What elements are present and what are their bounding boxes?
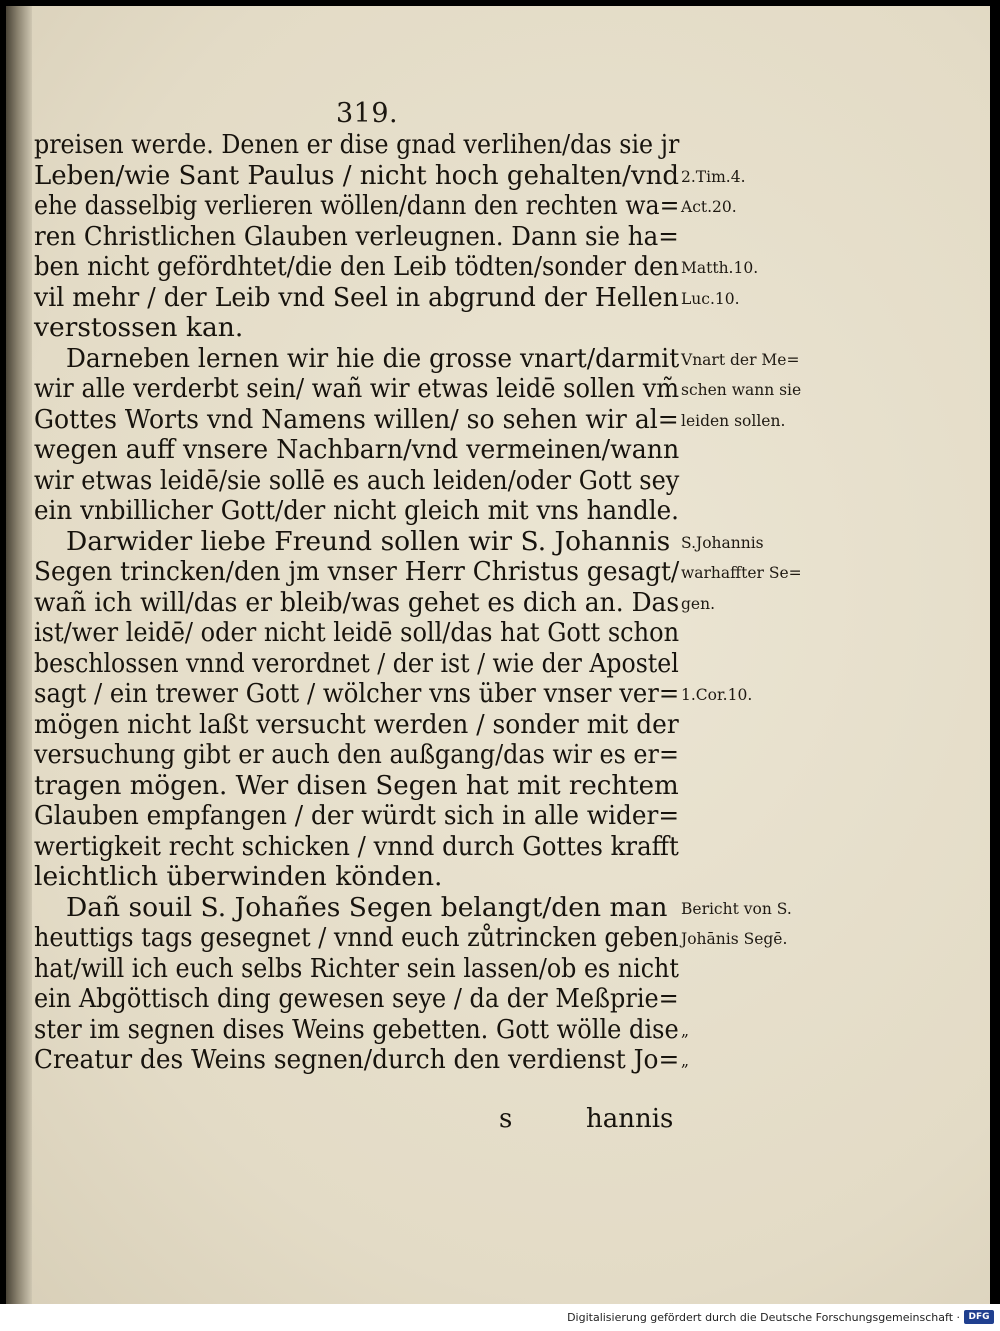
text-line: beschlossen vnnd verordnet / der ist / wie der Apostel [34, 647, 679, 679]
text-line: ren Christlichen Glauben verleugnen. Dann sie ha= [34, 220, 679, 252]
dfg-logo: DFG [964, 1310, 994, 1324]
text-line: versuchung gibt er auch den außgang/das wir es er= [34, 739, 679, 770]
margin-note: schen wann sie [681, 381, 802, 399]
page-number: 319. [336, 98, 399, 129]
text-line: verstossen kan. [34, 312, 244, 343]
margin-note: warhaffter Se= [681, 564, 802, 582]
text-line: heuttigs tags gesegnet / vnnd euch zůtrincken geben [34, 922, 679, 953]
page-gutter-shadow [6, 6, 32, 1304]
text-line: ein vnbillicher Gott/der nicht gleich mit vns handle. [34, 495, 679, 526]
text-line: leichtlich überwinden könden. [34, 861, 443, 892]
text-line: wertigkeit recht schicken / vnnd durch Gottes krafft [34, 830, 679, 862]
text-line: vil mehr / der Leib vnd Seel in abgrund der Hellen [34, 281, 679, 313]
margin-note: gen. [681, 594, 716, 613]
margin-note: Johānis Segē. [681, 930, 788, 948]
margin-note: Luc.10. [681, 289, 740, 308]
margin-note: Bericht von S. [681, 899, 792, 918]
text-line: ist/wer leidē/ oder nicht leidē soll/das hat Gott schon [34, 617, 680, 648]
text-line: preisen werde. Denen er dise gnad verlihen/das sie jr [34, 129, 680, 160]
text-line: Darneben lernen wir hie die grosse vnart/darmit [66, 342, 680, 374]
text-line: wañ ich will/das er bleib/was gehet es dich an. Das [34, 586, 680, 618]
text-line: Gottes Worts vnd Namens willen/ so sehen wir al= [34, 403, 679, 435]
text-line: mögen nicht laßt versucht werden / sonder mit der [34, 708, 679, 740]
text-line: Glauben empfangen / der würdt sich in alle wider= [34, 800, 680, 831]
footer-bar [0, 1304, 1000, 1331]
text-line: tragen mögen. Wer disen Segen hat mit rechtem [34, 769, 679, 801]
margin-note: Matth.10. [681, 259, 759, 277]
text-line: ben nicht gefördhtet/die den Leib tödten/sonder den [34, 251, 680, 282]
text-line: Darwider liebe Freund sollen wir S. Johannis [66, 525, 671, 557]
margin-note: 2.Tim.4. [681, 167, 746, 186]
margin-note: „ [681, 1021, 690, 1040]
margin-note: leiden sollen. [681, 411, 786, 430]
margin-note: Act.20. [681, 198, 737, 216]
text-line: sagt / ein trewer Gott / wölcher vns über vnser ver= [34, 678, 680, 709]
text-line: ein Abgöttisch ding gewesen seye / da der Meßprie= [34, 983, 679, 1014]
text-line: hat/will ich euch selbs Richter sein lassen/ob es nicht [34, 952, 679, 984]
margin-note: „ [681, 1052, 690, 1070]
text-line: Creatur des Weins segnen/durch den verdienst Jo= [34, 1044, 680, 1075]
text-line: wir etwas leidē/sie sollē es auch leiden/oder Gott sey [34, 464, 680, 496]
book-page [6, 6, 990, 1304]
signature-mark: s [499, 1104, 513, 1134]
text-line: Dañ souil S. Johañes Segen belangt/den man [66, 891, 668, 923]
catchword: hannis [586, 1104, 674, 1134]
body-text [34, 130, 684, 1076]
text-line: wegen auff vnsere Nachbarn/vnd vermeinen/wann [34, 434, 680, 465]
funding-notice: Digitalisierung gefördert durch die Deutsche Forschungsgemeinschaft · [567, 1311, 960, 1324]
margin-note: Vnart der Me= [681, 350, 800, 369]
text-line: Segen trincken/den jm vnser Herr Christus gesagt/ [34, 556, 680, 587]
text-line: Leben/wie Sant Paulus / nicht hoch gehalten/vnd [34, 159, 680, 191]
text-line: ster im segnen dises Weins gebetten. Gott wölle dise [34, 1013, 679, 1045]
catchword-row [34, 1104, 684, 1136]
text-line: wir alle verderbt sein/ wañ wir etwas leidē sollen vm̃ [34, 373, 680, 404]
text-line: ehe dasselbig verlieren wöllen/dann den rechten wa= [34, 190, 680, 221]
margin-note: 1.Cor.10. [681, 686, 753, 704]
margin-note: S.Johannis [681, 533, 764, 552]
